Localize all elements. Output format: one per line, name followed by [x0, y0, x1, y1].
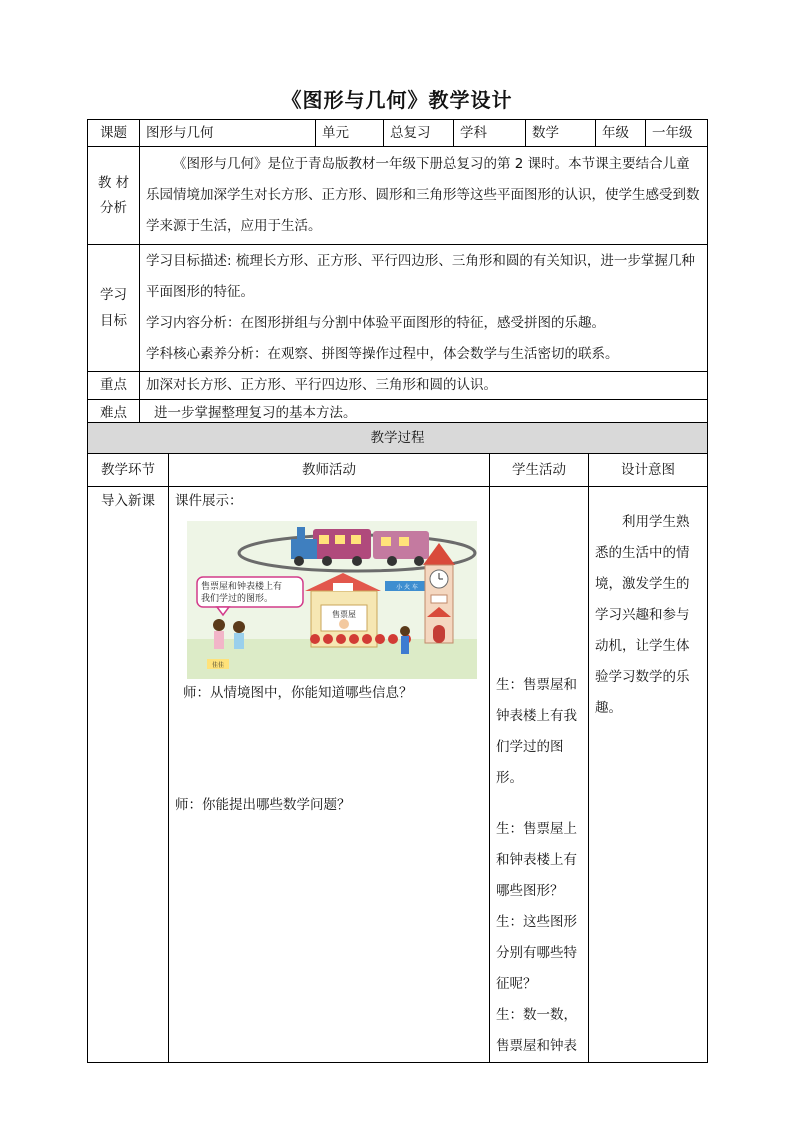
scene-illustration — [187, 521, 477, 679]
ticket-sign-text: 售票屋 — [332, 610, 356, 620]
process-table — [87, 422, 708, 1063]
process-header-row — [88, 454, 708, 487]
info-table — [87, 119, 708, 428]
grade-value: 一年级 — [646, 120, 708, 147]
child-name-tag: 佳佳 — [211, 662, 225, 670]
subject-value: 数学 — [526, 120, 596, 147]
subject-label: 学科 — [454, 120, 526, 147]
process-banner-row — [88, 423, 708, 454]
analysis-cell — [140, 147, 708, 245]
key-point-text: 加深对长方形、正方形、平行四边形、三角形和圆的认识。 — [140, 372, 708, 400]
goals-content-analysis: 学习内容分析：在图形拼组与分割中体验平面图形的特征，感受拼图的乐趣。 — [146, 315, 605, 331]
grade-label: 年级 — [596, 120, 646, 147]
student-answer-3: 生：这些图形分别有哪些特征呢？ — [496, 914, 577, 992]
student-answer-4: 生：数一数，售票屋和钟表 — [496, 1007, 577, 1054]
analysis-text: 《图形与几何》是位于青岛版教材一年级下册总复习的第 2 课时。本节课主要结合儿童乐园情境加深学生对长方形、正方形、圆形和三角形等这些平面图形的认识，使学生感受到数学来源于生活，应用于生活。 — [146, 156, 700, 234]
difficulty-label: 难点 — [88, 400, 140, 428]
stage-label: 导入新课 — [101, 493, 155, 509]
teacher-question-2: 师：你能提出哪些数学问题？ — [175, 797, 351, 814]
student-answer-1: 生：售票屋和钟表楼上有我们学过的图形。 — [496, 677, 577, 786]
goals-label-line1: 学习 — [100, 286, 127, 303]
goals-description: 学习目标描述: 梳理长方形、正方形、平行四边形、三角形和圆的有关知识，进一步掌握几种平面图形的特征。 — [146, 253, 695, 300]
teacher-cell — [169, 487, 490, 1063]
unit-value: 总复习 — [384, 120, 454, 147]
process-banner: 教学过程 — [88, 423, 708, 454]
header-student: 学生活动 — [490, 454, 589, 487]
student-cell — [490, 487, 589, 1063]
goals-cell — [140, 245, 708, 372]
header-stage: 教学环节 — [88, 454, 169, 487]
document-title: 《图形与几何》教学设计 — [281, 88, 513, 112]
goals-label — [88, 245, 140, 372]
topic-label: 课题 — [88, 120, 140, 147]
header-intent: 设计意图 — [589, 454, 708, 487]
goals-label-line2: 目标 — [100, 313, 127, 329]
analysis-label-line2: 分析 — [100, 199, 127, 216]
unit-label: 单元 — [316, 120, 384, 147]
analysis-label — [88, 147, 140, 245]
info-row — [88, 120, 708, 147]
student-answer-2: 生：售票屋上和钟表楼上有哪些图形？ — [496, 821, 577, 899]
header-teacher: 教师活动 — [169, 454, 490, 487]
goals-row — [88, 245, 708, 372]
arch-sign-text: 小 火 车 — [396, 584, 418, 592]
bubble-line-1: 售票屋和钟表楼上有 — [201, 582, 283, 593]
teacher-question-1: 师：从情境图中，你能知道哪些信息？ — [183, 685, 413, 702]
courseware-label: 课件展示： — [175, 493, 243, 509]
intent-text: 利用学生熟悉的生活中的情境，激发学生的学习兴趣和参与动机，让学生体验学习数学的乐趣。 — [595, 514, 690, 716]
bubble-line-2: 我们学过的图形。 — [201, 594, 274, 605]
process-body-row — [88, 487, 708, 1063]
arch-sign — [385, 581, 429, 591]
goals-core-literacy: 学科核心素养分析：在观察、拼图等操作过程中，体会数学与生活密切的联系。 — [146, 346, 619, 362]
stage-cell — [88, 487, 169, 1063]
analysis-label-line1: 教 材 — [97, 175, 130, 192]
analysis-row — [88, 147, 708, 245]
topic-value: 图形与几何 — [140, 120, 316, 147]
key-point-row — [88, 372, 708, 400]
key-point-label: 重点 — [88, 372, 140, 400]
difficulty-text: 进一步掌握整理复习的基本方法。 — [140, 400, 708, 428]
intent-cell — [589, 487, 708, 1063]
